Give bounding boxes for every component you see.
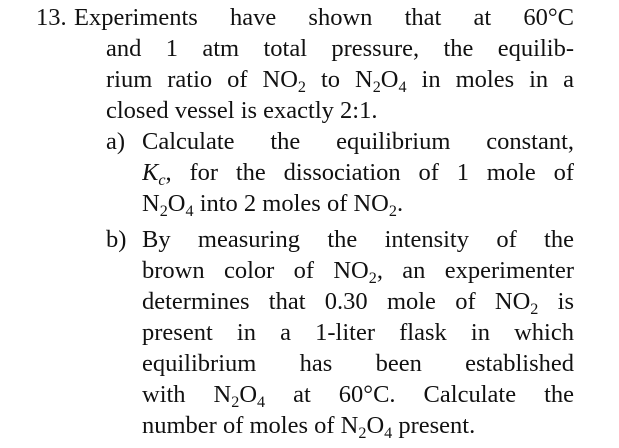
part-b-line-3: determines that 0.30 mole of $NO_2$ is	[142, 288, 574, 317]
part-b-line-6: with $N_2O_4$ at 60°C. Calculate the	[142, 381, 574, 410]
part-a-label: a)	[106, 128, 126, 155]
intro-line-1: Experiments have shown that at 60°C	[74, 4, 574, 31]
part-b-line-4: present in a 1-liter flask in which	[142, 319, 574, 346]
intro-line-3: rium ratio of $NO_2$ to $N_2O_4$ in moles in a	[106, 66, 574, 95]
problem-number: 13.	[36, 4, 67, 31]
part-b-line-7: number of moles of $N_2O_4$ present.	[142, 412, 476, 443]
part-a-line-3: $N_2O_4$ into 2 moles of $NO_2$.	[142, 190, 404, 221]
part-a-line-1: Calculate the equilibrium constant,	[142, 128, 574, 155]
part-b-line-2: brown color of $NO_2$, an experimenter	[142, 257, 574, 286]
intro-line-2: and 1 atm total pressure, the equilib-	[106, 35, 574, 62]
part-b-line-5: equilibrium has been established	[142, 350, 574, 377]
intro-line-4: closed vessel is exactly 2:1.	[106, 97, 378, 124]
part-b-line-1: By measuring the intensity of the	[142, 226, 574, 253]
part-b-label: b)	[106, 226, 127, 253]
part-a-line-2: $K_c$, for the dissociation of 1 mole of	[142, 159, 574, 188]
